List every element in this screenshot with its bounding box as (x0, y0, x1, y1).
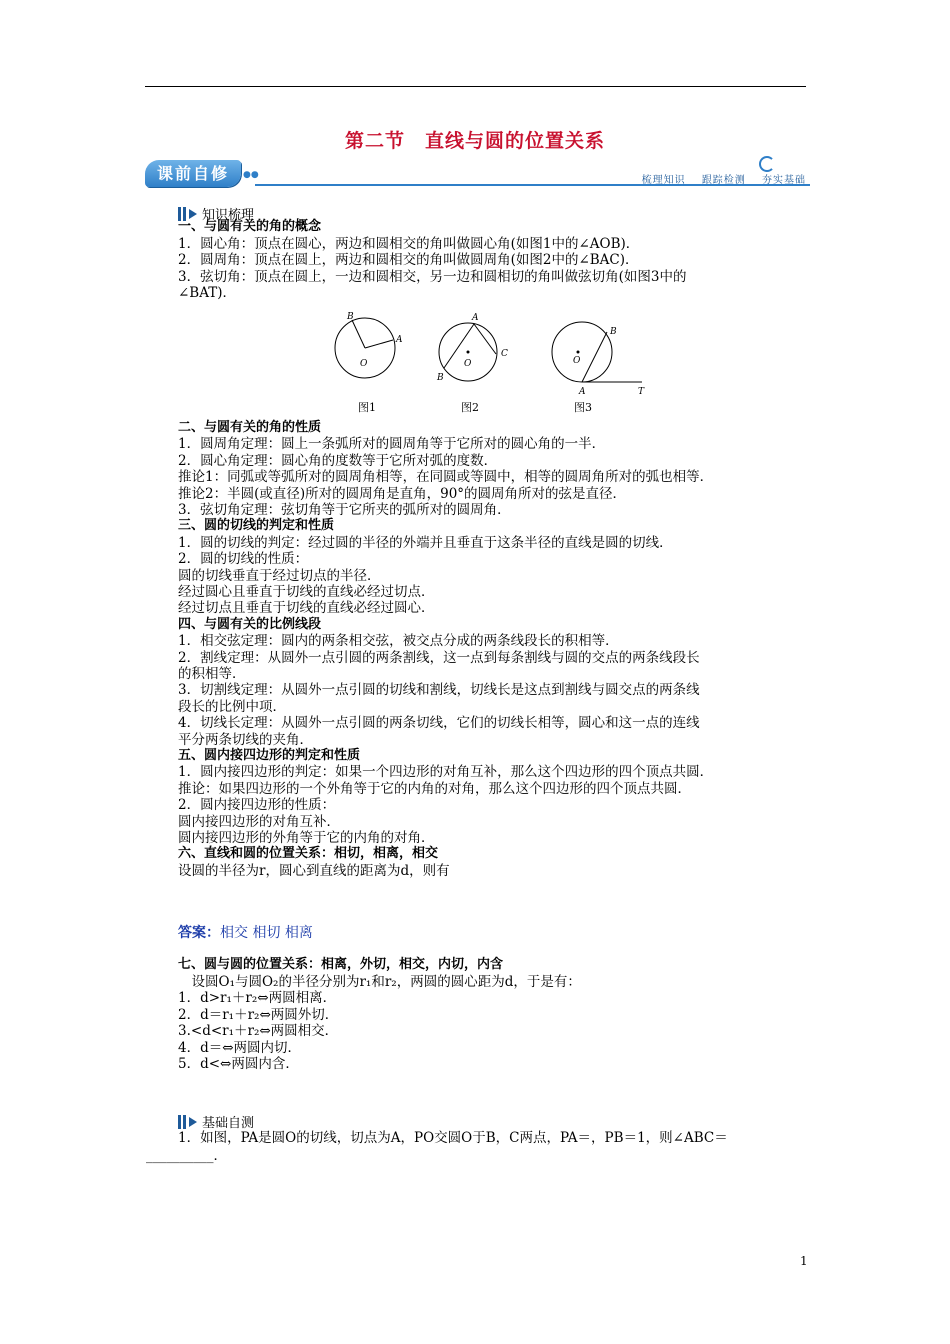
subsection-heading: 六、直线和圆的位置关系：相切，相离，相交 (178, 846, 439, 862)
text-line: 段长的比例中项． (178, 698, 286, 715)
page-title: 第二节 直线与圆的位置关系 (344, 130, 605, 152)
banner-tags (630, 171, 806, 186)
figures (320, 308, 660, 404)
banner-badge: 课前自修 (145, 160, 241, 187)
figure-caption: 图2 (461, 401, 479, 414)
subsection-heading: 三、圆的切线的判定和性质 (178, 518, 335, 534)
text-line: 推论：如果四边形的一个外角等于它的内角的对角，那么这个四边形的四个顶点共圆． (178, 780, 691, 797)
text-line: 经过切点且垂直于切线的直线必经过圆心． (178, 600, 435, 617)
text-line: 圆内接四边形的对角互补． (178, 813, 340, 830)
question-1-blank: __________． (146, 1148, 227, 1164)
text-line: 5．d<⇔两圆内含． (178, 1056, 299, 1072)
text-line: 推论2：半圆(或直径)所对的圆周角是直角，90°的圆周角所对的弦是直径． (178, 485, 627, 502)
text-line: 2．圆周角：顶点在圆上，两边和圆相交的角叫做圆周角(如图2中的∠BAC)． (178, 252, 639, 268)
text-line: 3．切割线定理：从圆外一点引圆的切线和割线，切线长是这点到割线与圆交点的两条线 (178, 682, 700, 699)
fig2-label: B (437, 373, 444, 383)
text-line: 的积相等． (178, 666, 246, 682)
fig1-label: O (360, 359, 368, 369)
banner-tag: 梳理知识 (641, 175, 686, 186)
fig3-label: T (638, 387, 645, 397)
section-banner (145, 160, 810, 187)
fig1-label: B (347, 312, 354, 322)
subsection-heading: 一、与圆有关的角的概念 (178, 219, 322, 234)
fig2-label: O (464, 359, 472, 369)
fig3-label: B (610, 327, 617, 337)
header-rule (145, 86, 806, 87)
text-line: 2．割线定理：从圆外一点引圆的两条割线，这一点到每条割线与圆的交点的两条线段长 (178, 649, 700, 666)
fig3-label: O (573, 356, 581, 366)
text-line: 3.<d<r₁＋r₂⇔两圆相交． (178, 1023, 339, 1039)
text-line: 1．d>r₁＋r₂⇔两圆相离． (178, 990, 337, 1006)
text-line: 推论1：同弧或等弧所对的圆周角相等，在同圆或等圆中，相等的圆周角所对的弧也相等． (178, 469, 714, 486)
text-line: 3．弦切角定理：弦切角等于它所夹的弧所对的圆周角． (178, 502, 511, 518)
figure-caption: 图1 (358, 401, 376, 414)
fig1-label: A (396, 335, 403, 345)
text-line: 1．圆周角定理：圆上一条弧所对的圆周角等于它所对的圆心角的一半． (178, 436, 606, 453)
text-line: 2．圆的切线的性质： (178, 551, 309, 568)
figure-1 (335, 312, 403, 378)
question-1-line: 1．如图，PA是圆O的切线，切点为A，PO交圆O于B，C两点，PA＝，PB＝1，则∠ABC＝ (178, 1130, 728, 1146)
subsection-heading: 四、与圆有关的比例线段 (178, 616, 322, 632)
text-line: 设圆O₁与圆O₂的半径分别为r₁和r₂，两圆的圆心距为d，于是有： (178, 973, 581, 990)
text-line: 1．相交弦定理：圆内的两条相交弦，被交点分成的两条线段长的积相等． (178, 633, 619, 650)
text-line: 圆的切线垂直于经过切点的半径． (178, 567, 381, 584)
subsection-heading: 五、圆内接四边形的判定和性质 (178, 748, 361, 763)
text-line: 2．圆心角定理：圆心角的度数等于它所对弧的度数． (178, 452, 498, 469)
fig2-label: C (501, 349, 508, 359)
text-line: 2．d＝r₁＋r₂⇔两圆外切． (178, 1006, 339, 1023)
text-line: 圆内接四边形的外角等于它的内角的对角． (178, 830, 435, 846)
text-line: 1．圆内接四边形的判定：如果一个四边形的对角互补，那么这个四边形的四个顶点共圆． (178, 764, 714, 781)
text-line: 1．圆心角：顶点在圆心，两边和圆相交的角叫做圆心角(如图1中的∠AOB)． (178, 235, 640, 252)
text-line: 平分两条切线的夹角． (178, 731, 313, 748)
fig2-label: A (472, 313, 479, 323)
section-heading-text: 基础自测 (202, 1116, 255, 1131)
text-line: 经过圆心且垂直于切线的直线必经过切点． (178, 584, 435, 600)
subsection-heading: 二、与圆有关的角的性质 (178, 420, 322, 435)
text-line: 2．圆内接四边形的性质： (178, 797, 336, 814)
section-marker-icon (178, 1115, 198, 1129)
answer-value: 相交 相切 相离 (220, 925, 313, 941)
text-line: 1．圆的切线的判定：经过圆的半径的外端并且垂直于这条半径的直线是圆的切线． (178, 534, 673, 551)
answer-label: 答案： (178, 925, 220, 941)
text-line: ∠BAT)． (178, 285, 237, 301)
text-line: 3．弦切角：顶点在圆上，一边和圆相交，另一边和圆相切的角叫做弦切角(如图3中的 (178, 268, 687, 285)
fig3-label: A (579, 387, 586, 397)
figure-3 (552, 322, 645, 397)
section-heading-basic-test (178, 1112, 254, 1131)
banner-dots-icon: ●● (243, 170, 259, 180)
text-line: 4．d＝⇔两圆内切． (178, 1039, 302, 1056)
banner-tag: 夯实基础 (762, 175, 806, 186)
banner-tag: 跟踪检测 (701, 175, 746, 186)
figure-caption: 图3 (574, 401, 592, 414)
text-line: 设圆的半径为r，圆心到直线的距离为d，则有 (178, 862, 450, 879)
figure-2 (436, 313, 508, 383)
swirl-icon (759, 156, 775, 172)
section-heading-text: 知识梳理 (202, 208, 255, 223)
text-line: 4．切线长定理：从圆外一点引圆的两条切线，它们的切线长相等，圆心和这一点的连线 (178, 715, 700, 732)
page-number: 1 (800, 1254, 808, 1268)
subsection-heading: 七、圆与圆的位置关系：相离，外切，相交，内切，内含 (178, 957, 504, 972)
answer-line (178, 925, 313, 941)
